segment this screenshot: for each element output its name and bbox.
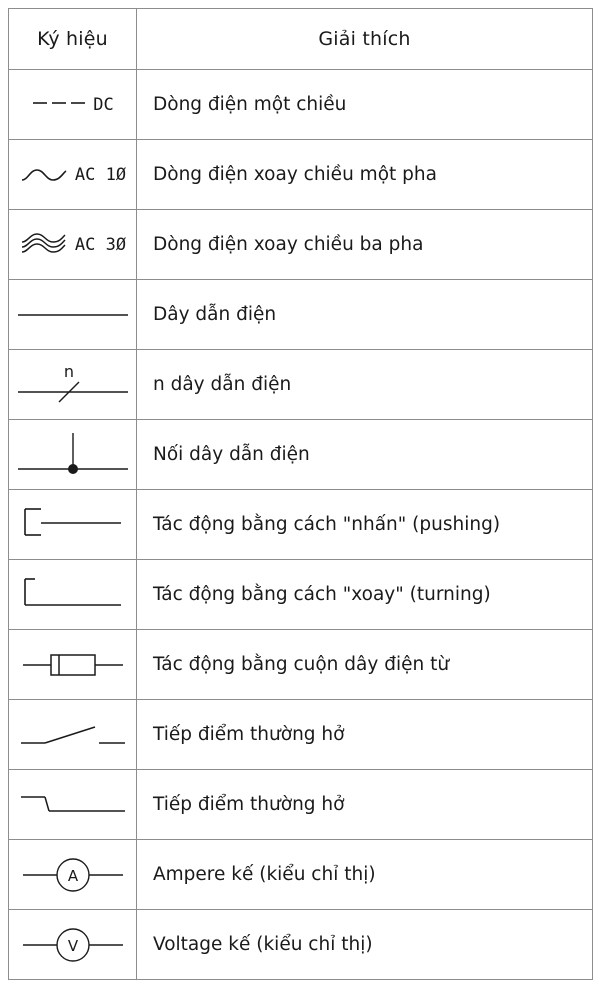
- description-cell: [137, 70, 593, 140]
- table-row: [9, 350, 593, 420]
- legend-sheet: [0, 8, 600, 983]
- description-text: Tác động bằng cuộn dây điện từ: [153, 653, 450, 675]
- column-header-symbol: Ký hiệu: [9, 9, 137, 70]
- normally-open-contact-up-icon: [19, 719, 127, 751]
- push-actuator-icon: [21, 503, 125, 547]
- description-text: Ampere kế (kiểu chỉ thị): [153, 863, 376, 885]
- voltmeter-icon: [21, 923, 125, 967]
- table-row: [9, 420, 593, 490]
- single-wire-icon: [17, 312, 129, 318]
- column-header-description: Giải thích: [137, 9, 593, 70]
- symbol-cell: [9, 770, 137, 840]
- table-row: [9, 490, 593, 560]
- table-row: [9, 210, 593, 280]
- table-header-row: [9, 9, 593, 70]
- description-text: n dây dẫn điện: [153, 373, 292, 395]
- electrical-symbol-legend-table: [8, 8, 593, 980]
- symbol-cell: [9, 910, 137, 980]
- table-row: [9, 140, 593, 210]
- svg-text:V: V: [67, 936, 79, 955]
- table-row: [9, 70, 593, 140]
- description-text: Tác động bằng cách "xoay" (turning): [153, 583, 491, 605]
- description-cell: [137, 700, 593, 770]
- symbol-cell: [9, 210, 137, 280]
- table-row: [9, 910, 593, 980]
- symbol-cell: [9, 630, 137, 700]
- table-row: [9, 560, 593, 630]
- description-cell: [137, 350, 593, 420]
- symbol-label: AC 3Ø: [74, 234, 127, 255]
- symbol-cell: [9, 70, 137, 140]
- svg-text:A: A: [67, 866, 79, 885]
- turn-actuator-icon: [21, 573, 125, 617]
- description-text: Dây dẫn điện: [153, 303, 277, 325]
- table-row: [9, 840, 593, 910]
- description-cell: [137, 490, 593, 560]
- description-cell: [137, 770, 593, 840]
- description-text: Tác động bằng cách "nhấn" (pushing): [153, 513, 501, 535]
- symbol-label: DC: [93, 94, 114, 115]
- symbol-cell: [9, 280, 137, 350]
- ammeter-icon: [21, 853, 125, 897]
- description-cell: [137, 560, 593, 630]
- symbol-label: AC 1Ø: [74, 164, 127, 185]
- dc-dashed-line-icon: [32, 99, 86, 111]
- normally-open-contact-down-icon: [19, 789, 127, 821]
- symbol-cell: [9, 420, 137, 490]
- description-cell: [137, 840, 593, 910]
- ac-single-phase-sine-icon: [20, 166, 68, 184]
- table-row: [9, 700, 593, 770]
- description-text: Tiếp điểm thường hở: [153, 723, 345, 745]
- description-cell: [137, 910, 593, 980]
- description-text: Nối dây dẫn điện: [153, 443, 310, 465]
- ac-three-phase-sine-icon: [20, 232, 68, 258]
- description-cell: [137, 280, 593, 350]
- n-wires-icon: [17, 362, 129, 408]
- symbol-cell: [9, 140, 137, 210]
- description-text: Dòng điện một chiều: [153, 93, 347, 115]
- description-text: Dòng điện xoay chiều một pha: [153, 163, 437, 185]
- symbol-cell: [9, 840, 137, 910]
- symbol-cell: [9, 700, 137, 770]
- svg-text:n: n: [63, 361, 75, 381]
- description-text: Voltage kế (kiểu chỉ thị): [153, 933, 373, 955]
- table-row: [9, 770, 593, 840]
- symbol-cell: [9, 490, 137, 560]
- wire-junction-dot-icon: [17, 429, 129, 481]
- symbol-cell: [9, 560, 137, 630]
- description-cell: [137, 420, 593, 490]
- description-cell: [137, 210, 593, 280]
- description-cell: [137, 140, 593, 210]
- solenoid-coil-icon: [21, 645, 125, 685]
- table-row: [9, 630, 593, 700]
- table-row: [9, 280, 593, 350]
- description-text: Dòng điện xoay chiều ba pha: [153, 233, 424, 255]
- description-cell: [137, 630, 593, 700]
- symbol-cell: [9, 350, 137, 420]
- description-text: Tiếp điểm thường hở: [153, 793, 345, 815]
